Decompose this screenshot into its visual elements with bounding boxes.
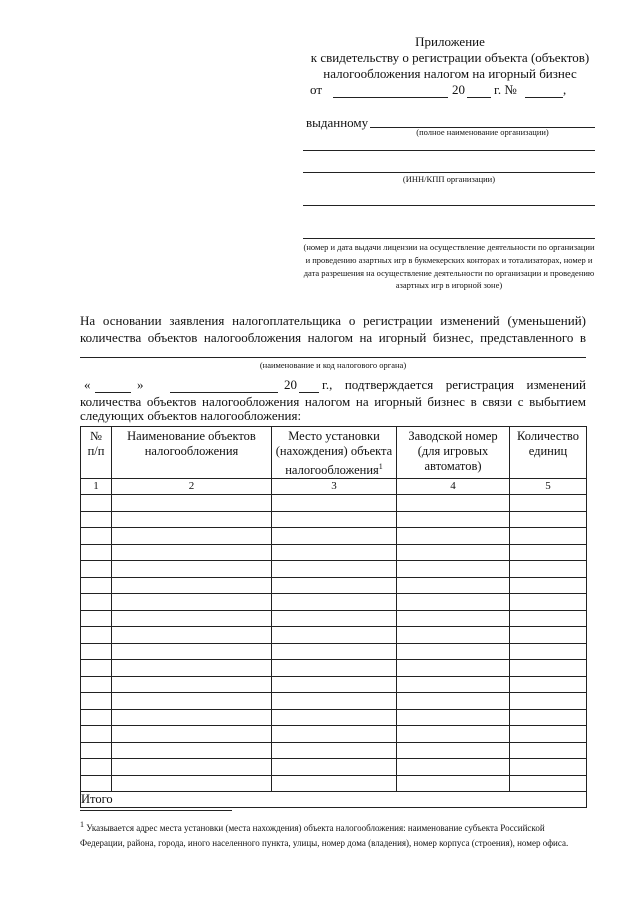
cell[interactable] [81, 660, 112, 677]
table-row [81, 759, 587, 776]
cell[interactable] [510, 561, 587, 578]
cell[interactable] [510, 610, 587, 627]
col-number-3: 3 [272, 479, 397, 495]
cell[interactable] [81, 577, 112, 594]
cell[interactable] [397, 528, 510, 545]
header-location [272, 427, 397, 479]
appendix-title: Приложение [415, 34, 485, 49]
cell[interactable] [397, 610, 510, 627]
cell[interactable] [272, 660, 397, 677]
cell[interactable] [81, 544, 112, 561]
cell[interactable] [112, 528, 272, 545]
table-row [81, 610, 587, 627]
cell[interactable] [510, 709, 587, 726]
month-blank[interactable] [170, 392, 278, 393]
cell[interactable] [81, 610, 112, 627]
cell[interactable] [112, 495, 272, 512]
cell[interactable] [272, 511, 397, 528]
cell[interactable] [81, 759, 112, 776]
cell[interactable] [81, 511, 112, 528]
cell[interactable] [397, 709, 510, 726]
cell[interactable] [272, 726, 397, 743]
cell[interactable] [81, 742, 112, 759]
cell[interactable] [397, 511, 510, 528]
col-number-1: 1 [81, 479, 112, 495]
col-number-2: 2 [112, 479, 272, 495]
confirm-year-label: 20 [284, 377, 297, 392]
tax-organ-field[interactable] [80, 357, 586, 358]
cell[interactable] [510, 742, 587, 759]
date-blank[interactable] [333, 97, 448, 98]
cell[interactable] [81, 495, 112, 512]
total-row [81, 792, 587, 808]
cell[interactable] [510, 660, 587, 677]
header-location-text: Место установки (нахождения) объекта налогообложения [275, 429, 393, 478]
table-row [81, 594, 587, 611]
table-row [81, 544, 587, 561]
header-number: № п/п [81, 427, 112, 479]
cell[interactable] [272, 495, 397, 512]
cell[interactable] [272, 544, 397, 561]
cell[interactable] [81, 676, 112, 693]
tax-organ-caption: (наименование и код налогового органа) [259, 360, 407, 370]
footnote-text: Указывается адрес места установки (места нахождения) объекта налогообложения: наименование субъекта Российской Федерации, района, города, иного населенного пункта, улицы, номер дома (владения), номер корпуса (строения), номер офиса. [80, 823, 569, 848]
cell[interactable] [510, 775, 587, 792]
issued-label: выданному [306, 115, 369, 130]
statement-line-5: следующих объектов налогообложения: [80, 408, 302, 423]
statement-line-4: количества объектов налогообложения налогом на игорный бизнес в связи с выбытием [80, 394, 586, 409]
cell[interactable] [112, 610, 272, 627]
cell[interactable] [510, 643, 587, 660]
table-row [81, 511, 587, 528]
cell[interactable] [272, 676, 397, 693]
org-name-caption: (полное наименование организации) [416, 127, 549, 137]
header-serial: Заводской номер (для игровых автоматов) [397, 427, 510, 479]
cell[interactable] [81, 693, 112, 710]
footnote-mark: 1 [80, 820, 84, 829]
cell[interactable] [81, 528, 112, 545]
table-row [81, 726, 587, 743]
cell[interactable] [272, 709, 397, 726]
objects-table [80, 426, 587, 808]
cell[interactable] [510, 544, 587, 561]
number-label: г. № [494, 82, 517, 97]
cell[interactable] [112, 561, 272, 578]
cell[interactable] [112, 775, 272, 792]
table-row [81, 561, 587, 578]
org-name-field-2[interactable] [303, 150, 595, 151]
header-object-name: Наименование объектов налогообложения [112, 427, 272, 479]
cell[interactable] [272, 577, 397, 594]
table-row [81, 775, 587, 792]
cell[interactable] [81, 594, 112, 611]
cell[interactable] [510, 627, 587, 644]
quote-open: « [84, 377, 91, 392]
total-value[interactable] [272, 792, 587, 808]
confirm-text: г., подтверждается регистрация изменений [322, 377, 586, 392]
cell[interactable] [272, 643, 397, 660]
cell[interactable] [510, 759, 587, 776]
cell[interactable] [112, 577, 272, 594]
cell[interactable] [112, 594, 272, 611]
table-row [81, 643, 587, 660]
statement-line-2: количества объектов налогообложения налогом на игорный бизнес, представленного в [80, 330, 586, 345]
header-quantity: Количество единиц [510, 427, 587, 479]
col-number-4: 4 [397, 479, 510, 495]
table-row [81, 709, 587, 726]
statement-line-1: На основании заявления налогоплательщика о регистрации изменений (уменьшений) [80, 313, 586, 328]
cell[interactable] [272, 594, 397, 611]
cell[interactable] [81, 627, 112, 644]
cell[interactable] [510, 693, 587, 710]
table-row [81, 627, 587, 644]
cell[interactable] [397, 742, 510, 759]
license-field[interactable] [303, 205, 595, 206]
cell[interactable] [397, 759, 510, 776]
cell[interactable] [397, 561, 510, 578]
table-row [81, 577, 587, 594]
footnote [80, 818, 575, 850]
date-from-label: от [310, 82, 323, 97]
cell[interactable] [510, 726, 587, 743]
cell[interactable] [397, 643, 510, 660]
cell[interactable] [81, 561, 112, 578]
cell[interactable] [397, 544, 510, 561]
cell[interactable] [112, 742, 272, 759]
inn-caption: (ИНН/КПП организации) [402, 174, 496, 184]
cell[interactable] [510, 528, 587, 545]
cell[interactable] [397, 660, 510, 677]
cell[interactable] [510, 495, 587, 512]
cell[interactable] [112, 759, 272, 776]
cell[interactable] [272, 561, 397, 578]
cell[interactable] [112, 709, 272, 726]
cell[interactable] [397, 594, 510, 611]
cell[interactable] [272, 627, 397, 644]
table-row [81, 693, 587, 710]
header-location-footnote-mark: 1 [378, 462, 383, 471]
cell[interactable] [112, 627, 272, 644]
cell[interactable] [112, 511, 272, 528]
cell[interactable] [397, 775, 510, 792]
table-row [81, 660, 587, 677]
cell[interactable] [272, 693, 397, 710]
table-row [81, 528, 587, 545]
appendix-subtitle-2: налогообложения налогом на игорный бизнес [323, 66, 577, 81]
cell[interactable] [81, 775, 112, 792]
cell[interactable] [397, 495, 510, 512]
license-caption: (номер и дата выдачи лицензии на осуществление деятельности по организации и проведению азартных игр в букмекерских конторах и тотализаторах, номер и дата разрешения на осуществление деятельности по организации и проведению азартных игр в игорной зоне) [303, 242, 595, 291]
cell[interactable] [112, 726, 272, 743]
table-row [81, 495, 587, 512]
cell[interactable] [510, 577, 587, 594]
cell[interactable] [112, 660, 272, 677]
cell[interactable] [397, 693, 510, 710]
confirm-year-blank[interactable] [299, 392, 319, 393]
cell[interactable] [510, 594, 587, 611]
cell[interactable] [272, 528, 397, 545]
cell[interactable] [510, 676, 587, 693]
cell[interactable] [112, 643, 272, 660]
inn-field[interactable] [303, 172, 595, 173]
cell[interactable] [112, 693, 272, 710]
cell[interactable] [112, 676, 272, 693]
appendix-subtitle-1: к свидетельству о регистрации объекта (объектов) [310, 50, 590, 65]
table-row [81, 742, 587, 759]
license-field-2[interactable] [303, 238, 595, 239]
cell[interactable] [272, 742, 397, 759]
cell[interactable] [397, 627, 510, 644]
cell[interactable] [81, 726, 112, 743]
col-number-5: 5 [510, 479, 587, 495]
cell[interactable] [397, 726, 510, 743]
quote-close: » [137, 377, 144, 392]
cell[interactable] [81, 709, 112, 726]
cell[interactable] [272, 610, 397, 627]
day-blank[interactable] [95, 392, 131, 393]
cell[interactable] [81, 643, 112, 660]
date-year-label: 20 [452, 82, 465, 97]
date-comma: , [563, 82, 567, 97]
cell[interactable] [397, 577, 510, 594]
total-label: Итого [81, 792, 272, 808]
cell[interactable] [272, 775, 397, 792]
number-blank[interactable] [525, 97, 563, 98]
cell[interactable] [510, 511, 587, 528]
year-blank[interactable] [467, 97, 491, 98]
cell[interactable] [272, 759, 397, 776]
table-row [81, 676, 587, 693]
cell[interactable] [112, 544, 272, 561]
footnote-separator [80, 810, 232, 811]
cell[interactable] [397, 676, 510, 693]
